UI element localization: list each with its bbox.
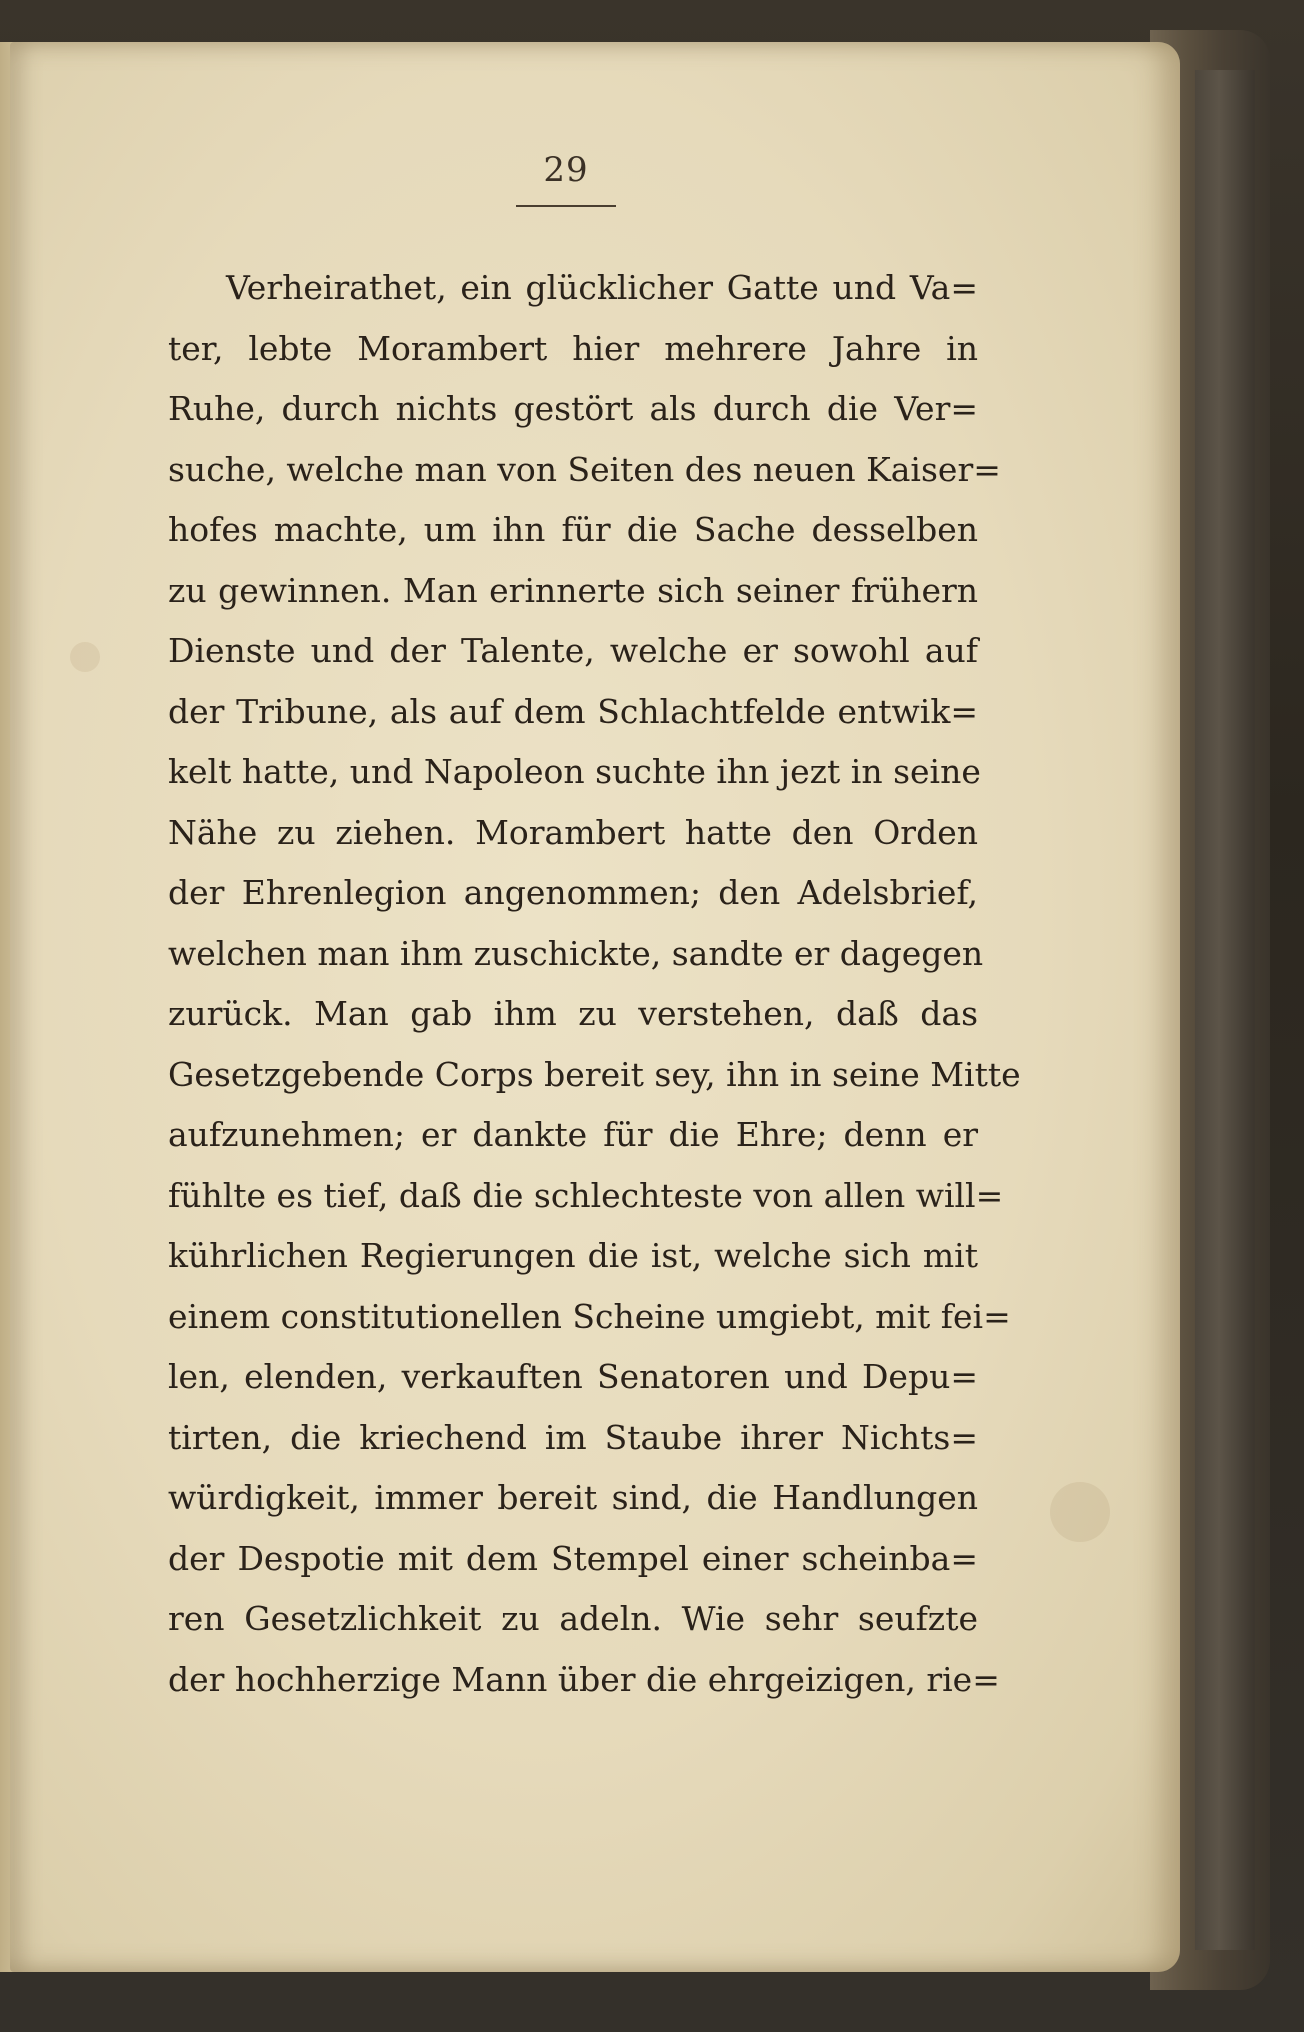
text-line: zurück. Man gab ihm zu verstehen, daß das [168, 994, 978, 1033]
paper-stain [70, 642, 100, 672]
text-line: ter, lebte Morambert hier mehrere Jahre in [168, 328, 978, 368]
text-line: ren Gesetzlichkeit zu adeln. Wie sehr seufzte [168, 1599, 978, 1638]
text-line: der Despotie mit dem Stempel einer scheinba= [168, 1538, 978, 1578]
text-line: der Ehrenlegion angenommen; den Adelsbrief, [168, 873, 978, 912]
text-line: Ruhe, durch nichts gestört als durch die Ver= [168, 389, 978, 428]
text-line: kelt hatte, und Napoleon suchte ihn jezt in seine [168, 752, 981, 791]
text-line: tirten, die kriechend im Staube ihrer Nichts= [168, 1417, 978, 1457]
paper-stain [1050, 1482, 1110, 1542]
text-line: hofes machte, um ihn für die Sache desselben [168, 510, 978, 549]
text-line: Dienste und der Talente, welche er sowohl auf [168, 631, 978, 670]
header-rule [516, 205, 616, 207]
page-number: 29 [543, 150, 589, 190]
text-line: fühlte es tief, daß die schlechteste von allen will= [168, 1175, 1004, 1215]
text-line: len, elenden, verkauften Senatoren und Depu= [168, 1357, 978, 1396]
text-line: zu gewinnen. Man erinnerte sich seiner frühern [168, 570, 978, 610]
text-line: aufzunehmen; er dankte für die Ehre; denn er [168, 1115, 978, 1154]
text-line: einem constitutionellen Scheine umgiebt, mit fei= [168, 1296, 1011, 1336]
body-text [168, 258, 1021, 1710]
text-line: Verheirathet, ein glücklicher Gatte und Va= [226, 268, 978, 307]
text-line: Nähe zu ziehen. Morambert hatte den Orden [168, 812, 978, 852]
book-cover-edge [1195, 70, 1255, 1950]
text-line: der Tribune, als auf dem Schlachtfelde entwik= [168, 691, 978, 731]
text-line: welchen man ihm zuschickte, sandte er dagegen [168, 933, 984, 973]
text-line: kührlichen Regierungen die ist, welche sich mit [168, 1236, 978, 1275]
text-line: würdigkeit, immer bereit sind, die Handlungen [168, 1478, 978, 1517]
text-line: suche, welche man von Seiten des neuen Kaiser= [168, 449, 1001, 489]
text-line: der hochherzige Mann über die ehrgeizigen, rie= [168, 1659, 1000, 1699]
text-line: Gesetzgebende Corps bereit sey, ihn in seine Mitte [168, 1054, 1021, 1094]
